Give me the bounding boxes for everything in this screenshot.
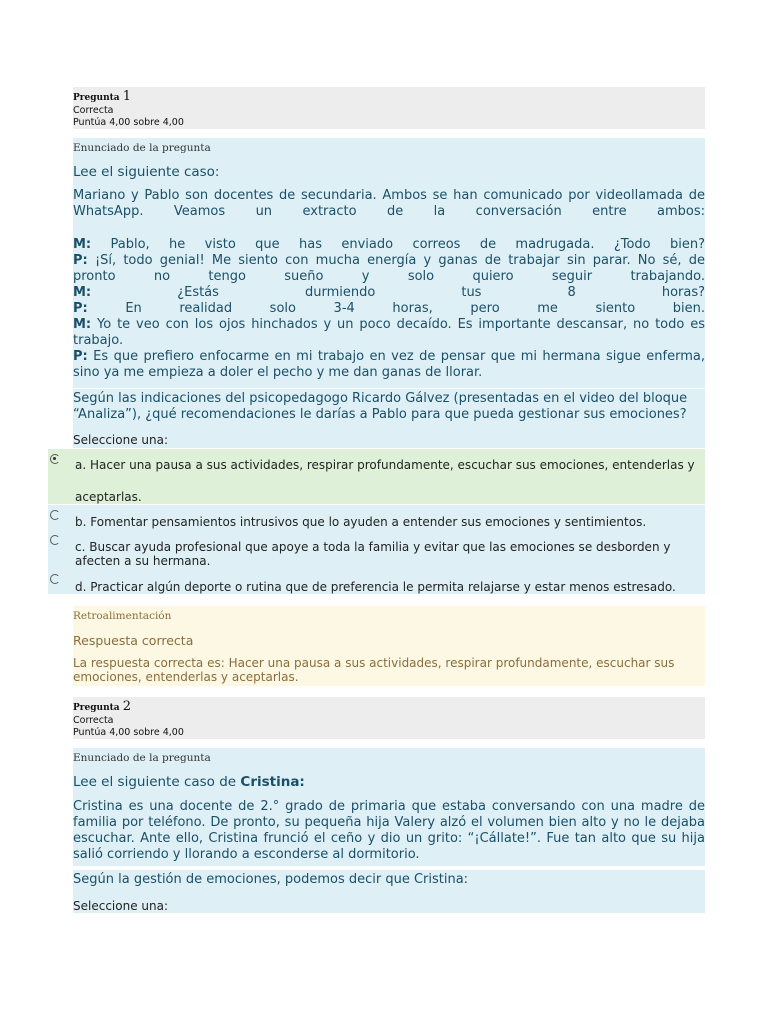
question-1-statement <box>73 138 705 388</box>
question-number: 2 <box>122 699 132 714</box>
case-intro: Lee el siguiente caso: <box>73 164 220 180</box>
question-1-heading <box>73 90 705 105</box>
feedback-result: Respuesta correcta <box>73 633 194 648</box>
feedback-text: La respuesta correcta es: Hacer una pausa a sus actividades, respirar profundamente, escuchar sus emociones, entenderlas y aceptarlas. <box>73 656 675 684</box>
feedback-title: Retroalimentación <box>73 610 172 622</box>
case-paragraph: Mariano y Pablo son docentes de secundaria. Ambos se han comunicado por videollamada de WhatsApp. Veamos un extracto de la conversación entre ambos: <box>73 188 705 219</box>
select-label: Seleccione una: <box>73 899 168 913</box>
question-text: Según la gestión de emociones, podemos decir que Cristina: <box>73 872 469 887</box>
enunciado-title: Enunciado de la pregunta <box>73 752 211 764</box>
radio-icon[interactable] <box>50 574 60 584</box>
case-paragraph: Cristina es una docente de 2.° grado de primaria que estaba conversando con una madre de familia por teléfono. De pronto, su pequeña hija Valery alzó el volumen bien alto y no le dejaba escuchar. Ante ello, Cristina frunció el ceño y dio un grito: “¡Cállate!”. Fue tan alto que su hija salió corriendo y llorando a esconderse al dormitorio. <box>73 799 705 862</box>
question-2-statement <box>73 748 705 866</box>
question-1-prompt <box>73 389 705 448</box>
question-status: Correcta <box>73 105 114 116</box>
question-score: Puntúa 4,00 sobre 4,00 <box>73 117 184 128</box>
radio-selected-icon[interactable] <box>50 454 60 464</box>
question-2-info <box>73 697 705 739</box>
question-1-info <box>73 87 705 129</box>
case-name: Cristina: <box>240 774 305 790</box>
question-number: 1 <box>122 89 132 104</box>
option-c[interactable]: c. Buscar ayuda profesional que apoye a toda la familia y evitar que las emociones se desborden y afecten a su hermana. <box>48 532 705 572</box>
question-2-heading <box>73 700 705 715</box>
question-label: Pregunta <box>73 703 120 713</box>
radio-icon[interactable] <box>50 535 60 545</box>
feedback-box <box>73 606 705 686</box>
dialog: M: Pablo, he visto que has enviado correos de madrugada. ¿Todo bien? P: ¡Sí, todo genial! Me siento con mucha energía y ganas de trabajar sin parar. No sé, de pronto no tengo sueño y solo quiero seguir trabajando. M: ¿Estás durmiendo tus 8 horas? P: En realidad solo 3-4 horas, pero me siento bien. M: Yo te veo con los ojos hinchados y un poco decaído. Es importante descansar, no todo es trabajo. P: Es que prefiero enfocarme en mi trabajo en vez de pensar que mi hermana sigue enferma, sino ya me empieza a doler el pecho y me dan ganas de llorar. <box>73 237 706 380</box>
radio-icon[interactable] <box>50 510 60 520</box>
option-b[interactable]: b. Fomentar pensamientos intrusivos que lo ayuden a entender sus emociones y sentimientos. <box>48 505 705 532</box>
option-a[interactable]: a. Hacer una pausa a sus actividades, respirar profundamente, escuchar sus emociones, entenderlas y aceptarlas. <box>48 449 705 504</box>
question-status: Correcta <box>73 715 114 726</box>
option-d[interactable]: d. Practicar algún deporte o rutina que de preferencia le permita relajarse y estar menos estresado. <box>48 572 705 594</box>
case-intro: Lee el siguiente caso de Cristina: <box>73 774 305 790</box>
question-score: Puntúa 4,00 sobre 4,00 <box>73 727 184 738</box>
enunciado-title: Enunciado de la pregunta <box>73 142 211 154</box>
question-2-prompt <box>73 870 705 913</box>
question-label: Pregunta <box>73 93 120 103</box>
select-label: Seleccione una: <box>73 433 168 447</box>
question-text: Según las indicaciones del psicopedagogo Ricardo Gálvez (presentadas en el video del bloque “Analiza”), ¿qué recomendaciones le darías a Pablo para que pueda gestionar sus emociones? <box>73 391 688 422</box>
